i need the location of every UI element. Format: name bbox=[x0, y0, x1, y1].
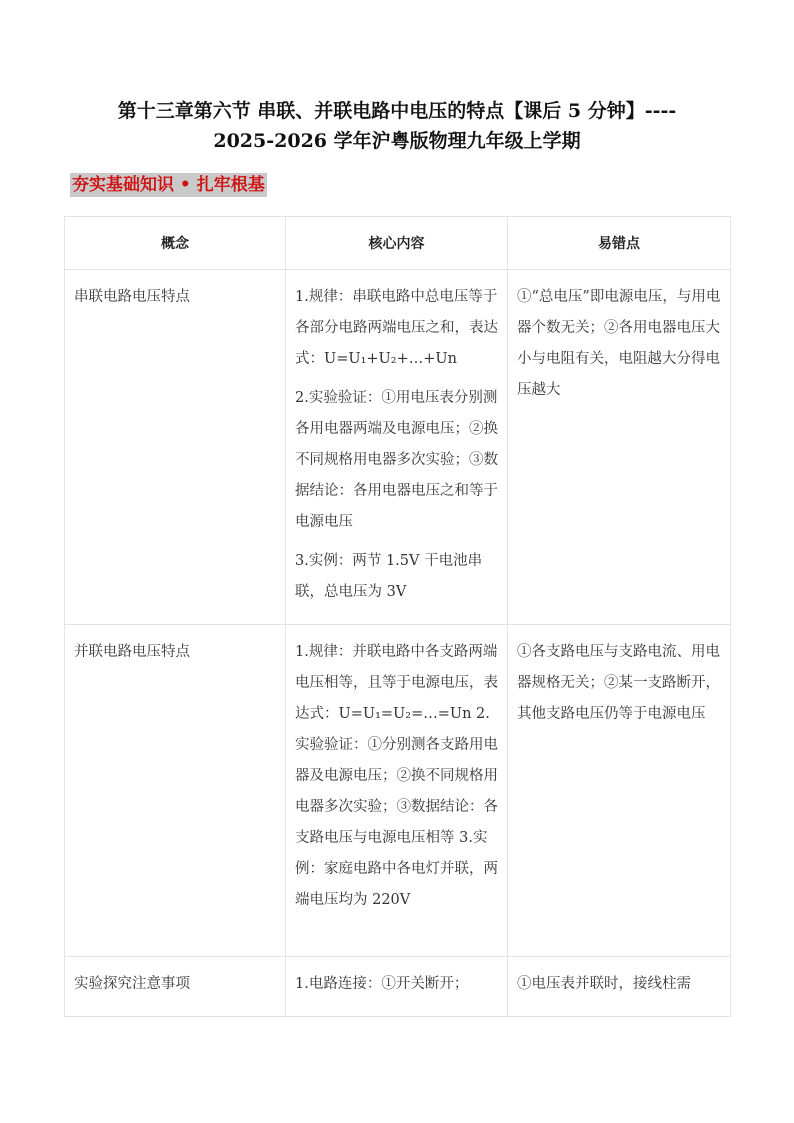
concept-cell: 实验探究注意事项 bbox=[65, 957, 286, 1017]
core-content-cell bbox=[286, 270, 508, 625]
title-line-1: 第十三章第六节 串联、并联电路中电压的特点【课后 5 分钟】---- bbox=[117, 100, 677, 122]
knowledge-table bbox=[64, 216, 731, 1017]
core-paragraph: 2.实验验证：①用电压表分别测各用电器两端及电源电压；②换不同规格用电器多次实验；③数据结论：各用电器电压之和等于电源电压 bbox=[295, 390, 498, 530]
header-core-content: 核心内容 bbox=[286, 217, 508, 270]
core-content-cell bbox=[286, 625, 508, 957]
core-paragraph: 1.电路连接：①开关断开； bbox=[295, 976, 469, 992]
document-title bbox=[60, 96, 734, 156]
core-paragraph: 1.规律：串联电路中总电压等于各部分电路两端电压之和，表达式：U=U₁+U₂+…+Un bbox=[295, 289, 498, 367]
header-pitfall: 易错点 bbox=[508, 217, 731, 270]
core-content-cell bbox=[286, 957, 508, 1017]
title-line-2: 2025-2026 学年沪粤版物理九年级上学期 bbox=[213, 130, 581, 152]
core-paragraph: 1.规律：并联电路中各支路两端电压相等，且等于电源电压，表达式：U=U₁=U₂=…=Un 2.实验验证：①分别测各支路用电器及电源电压；②换不同规格用电器多次实验；③数据结论：各支路电压与电源电压相等 3.实例：家庭电路中各电灯并联，两端电压均为 220V bbox=[295, 644, 498, 908]
concept-cell: 串联电路电压特点 bbox=[65, 270, 286, 625]
table-row bbox=[65, 270, 731, 625]
table-header-row bbox=[65, 217, 731, 270]
header-concept: 概念 bbox=[65, 217, 286, 270]
table-row bbox=[65, 625, 731, 957]
core-paragraph: 3.实例：两节 1.5V 干电池串联，总电压为 3V bbox=[295, 553, 483, 600]
pitfall-cell: ①各支路电压与支路电流、用电器规格无关；②某一支路断开，其他支路电压仍等于电源电压 bbox=[508, 625, 731, 957]
concept-cell: 并联电路电压特点 bbox=[65, 625, 286, 957]
table-row bbox=[65, 957, 731, 1017]
pitfall-cell: ①“总电压”即电源电压，与用电器个数无关；②各用电器电压大小与电阻有关，电阻越大分得电压越大 bbox=[508, 270, 731, 625]
pitfall-cell: ①电压表并联时，接线柱需 bbox=[508, 957, 731, 1017]
section-header: 夯实基础知识 • 扎牢根基 bbox=[72, 175, 265, 195]
